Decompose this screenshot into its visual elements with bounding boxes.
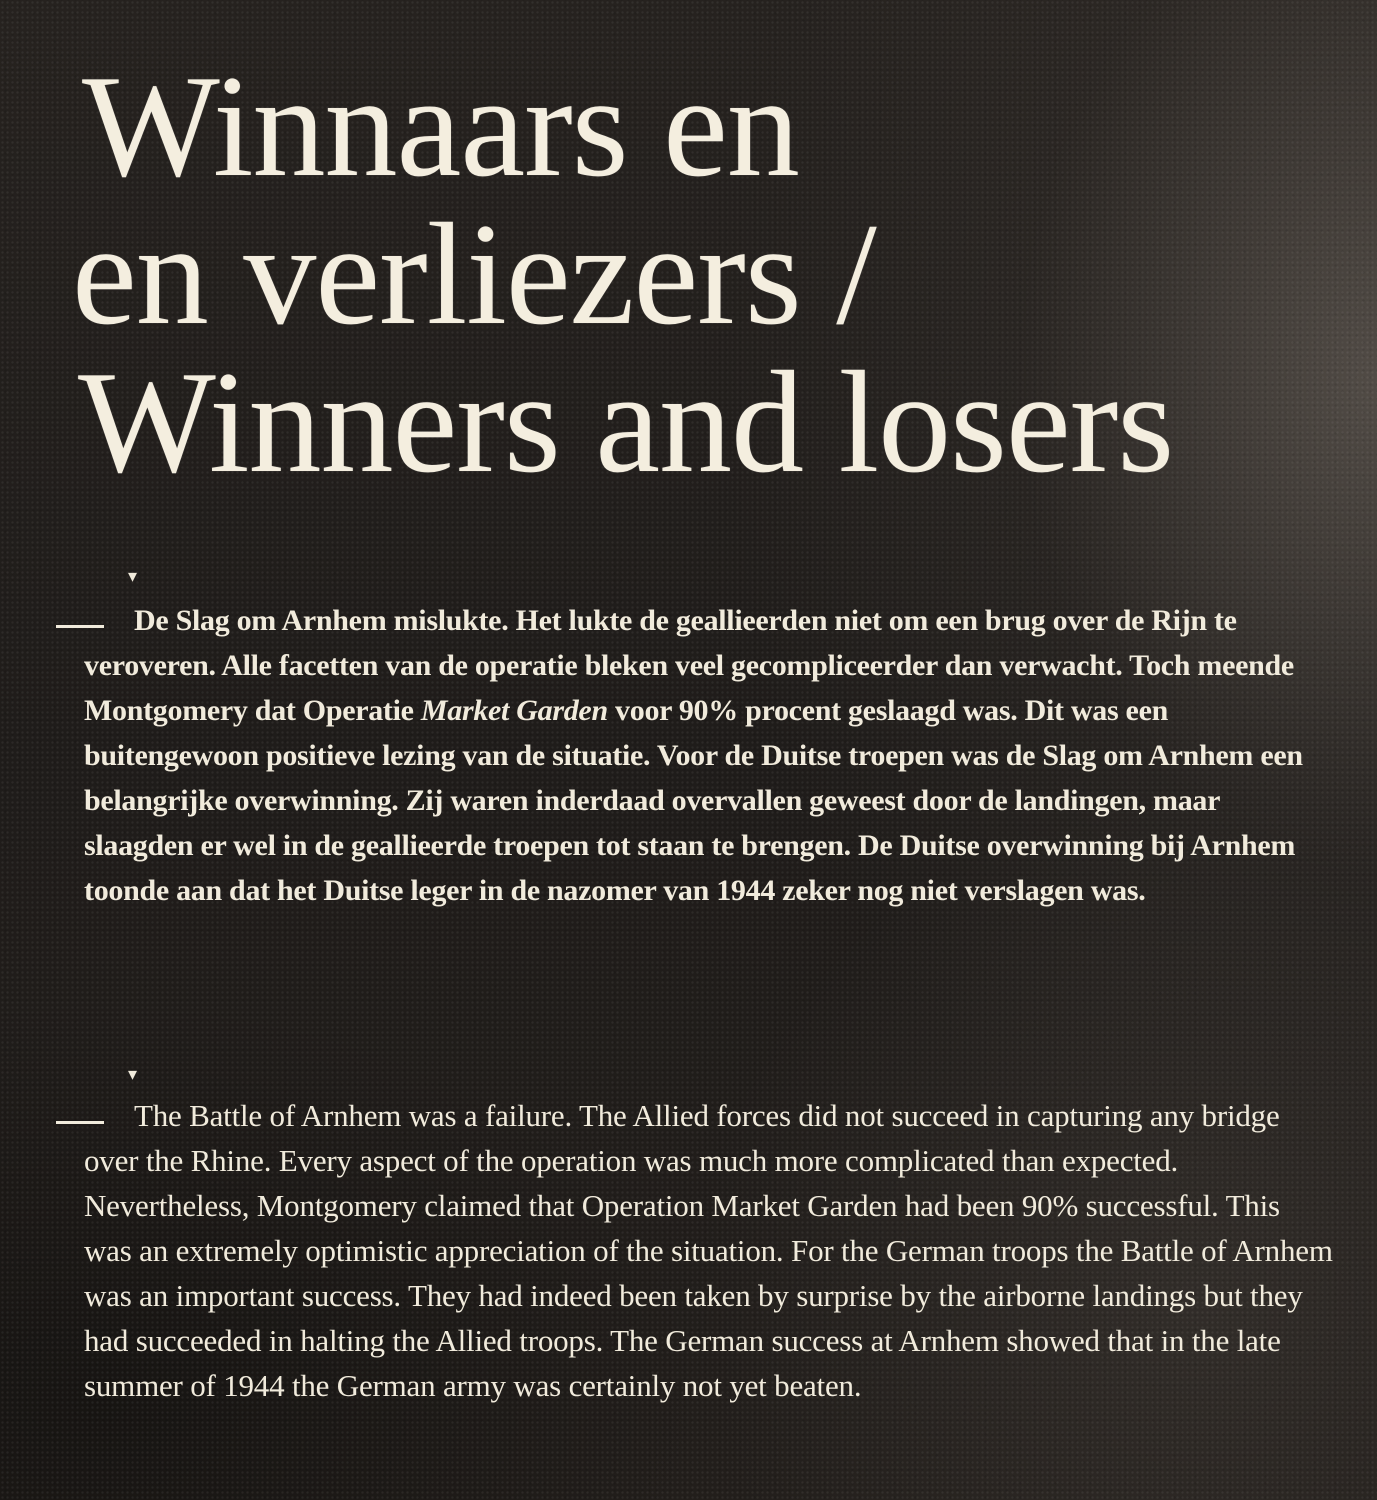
title-line-1: Winnaars en xyxy=(82,45,799,207)
title-line-3: Winners and losers xyxy=(78,341,1174,503)
dutch-text-block xyxy=(84,598,1334,913)
english-paragraph xyxy=(84,1093,1334,1408)
english-text-block xyxy=(84,1093,1334,1408)
title-line-2: en verliezers / xyxy=(72,193,876,355)
dutch-text-italic: Market Garden xyxy=(420,694,608,727)
english-text: The Battle of Arnhem was a failure. The Allied forces did not succeed in capturing any bridge over the Rhine. Every aspect of the operation was much more complicated than expected. Nevertheless, Montgomery claimed that Operation Market Garden had been 90% successful. This was an extremely optimistic appreciation of the situation. For the German troops the Battle of Arnhem was an important success. They had indeed been taken by surprise by the airborne landings but they had succeeded in halting the Allied troops. The German success at Arnhem showed that in the late summer of 1944 the German army was certainly not yet beaten. xyxy=(84,1098,1333,1403)
dutch-paragraph xyxy=(84,598,1334,913)
english-marker-icon: ▾ xyxy=(128,1064,138,1085)
dutch-text-part2: voor 90% procent geslaagd was. Dit was een buitengewoon positieve lezing van de situatie. Voor de Duitse troepen was de Slag om Arnhem een belangrijke overwinning. Zij waren inderdaad overvallen geweest door de landingen, maar slaagden er wel in de geallieerde troepen tot staan te brengen. De Duitse overwinning bij Arnhem toonde aan dat het Duitse leger in de nazomer van 1944 zeker nog niet verslagen was. xyxy=(84,694,1303,907)
dutch-text-part1: De Slag om Arnhem mislukte. Het lukte de geallieerden niet om een brug over de Rijn te veroveren. Alle facetten van de operatie bleken veel gecompliceerder dan verwacht. Toch meende Montgomery dat Operatie xyxy=(84,604,1294,727)
panel-title xyxy=(72,45,1174,503)
dutch-marker-icon: ▾ xyxy=(128,566,138,587)
